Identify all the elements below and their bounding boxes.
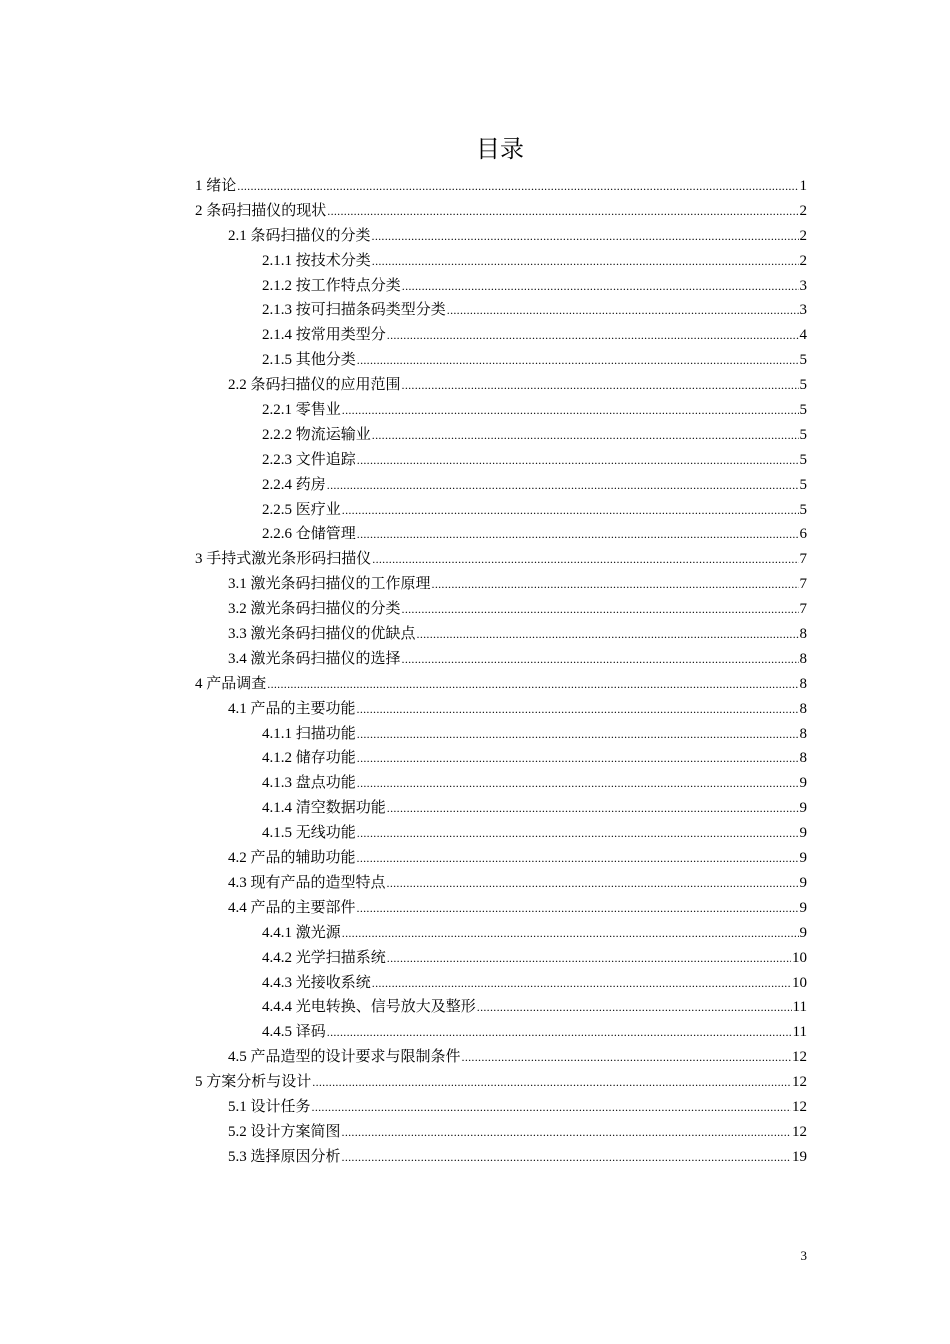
toc-entry[interactable] xyxy=(195,423,807,448)
toc-entry[interactable] xyxy=(195,821,807,846)
toc-leader-dots xyxy=(372,547,798,572)
toc-entry-label: 4.1.4 清空数据功能 xyxy=(262,800,386,817)
toc-entry-page: 1 xyxy=(799,178,807,194)
toc-leader-dots xyxy=(342,1120,791,1145)
toc-leader-dots xyxy=(357,821,799,846)
toc-entry[interactable] xyxy=(195,846,807,871)
toc-entry-page: 10 xyxy=(792,974,807,991)
toc-entry-label: 4 产品调查 xyxy=(195,675,267,692)
toc-entry-page: 10 xyxy=(792,949,807,966)
toc-leader-dots xyxy=(267,672,798,697)
toc-entry-label: 3 手持式激光条形码扫描仪 xyxy=(195,551,372,568)
toc-entry-label: 4.4.2 光学扫描系统 xyxy=(262,949,386,966)
toc-leader-dots xyxy=(417,622,799,647)
toc-entry[interactable] xyxy=(195,971,807,996)
toc-entry-page: 3 xyxy=(799,277,807,294)
toc-entry[interactable] xyxy=(195,323,807,348)
toc-entry-page: 6 xyxy=(799,526,807,543)
toc-leader-dots xyxy=(462,1045,791,1070)
toc-leader-dots xyxy=(372,249,799,274)
toc-leader-dots xyxy=(357,448,799,473)
toc-entry-label: 4.1.3 盘点功能 xyxy=(262,775,356,792)
toc-entry-label: 3.3 激光条码扫描仪的优缺点 xyxy=(228,626,416,643)
toc-entry-page: 9 xyxy=(799,924,807,941)
toc-entry-page: 12 xyxy=(792,1098,807,1115)
toc-entry-page: 8 xyxy=(799,725,807,742)
toc-entry[interactable] xyxy=(195,1095,807,1120)
toc-entry-label: 5 方案分析与设计 xyxy=(195,1074,312,1091)
toc-leader-dots xyxy=(402,597,799,622)
toc-entry[interactable] xyxy=(195,249,807,274)
toc-entry-label: 2.1.2 按工作特点分类 xyxy=(262,277,401,294)
toc-entry-page: 2 xyxy=(799,227,807,244)
toc-entry-page: 5 xyxy=(799,402,807,419)
toc-leader-dots xyxy=(357,522,799,547)
toc-entry-page: 8 xyxy=(799,750,807,767)
toc-entry-label: 2.1.1 按技术分类 xyxy=(262,252,371,269)
toc-leader-dots xyxy=(312,1095,791,1120)
toc-entry-label: 5.3 选择原因分析 xyxy=(228,1148,341,1165)
toc-entry[interactable] xyxy=(195,398,807,423)
toc-entry[interactable] xyxy=(195,1045,807,1070)
toc-entry-label: 2.1.5 其他分类 xyxy=(262,352,356,369)
toc-entry-label: 4.4.5 译码 xyxy=(262,1024,326,1041)
toc-entry-page: 5 xyxy=(799,451,807,468)
toc-entry-label: 2.2.5 医疗业 xyxy=(262,501,341,518)
toc-entry[interactable] xyxy=(195,274,807,299)
toc-leader-dots xyxy=(357,846,799,871)
toc-entry[interactable] xyxy=(195,746,807,771)
toc-entry-label: 4.1 产品的主要功能 xyxy=(228,700,356,717)
toc-entry-page: 5 xyxy=(799,352,807,369)
toc-entry-page: 9 xyxy=(799,899,807,916)
toc-entry[interactable] xyxy=(195,946,807,971)
toc-entry-page: 11 xyxy=(792,1024,807,1041)
toc-entry-label: 3.2 激光条码扫描仪的分类 xyxy=(228,601,401,618)
toc-leader-dots xyxy=(357,348,799,373)
toc-entry-label: 2.2.6 仓储管理 xyxy=(262,526,356,543)
toc-leader-dots xyxy=(402,373,799,398)
toc-entry-label: 4.4.1 激光源 xyxy=(262,924,341,941)
toc-entry-label: 2.1.3 按可扫描条码类型分类 xyxy=(262,302,446,319)
toc-entry[interactable] xyxy=(195,647,807,672)
toc-entry-label: 5.1 设计任务 xyxy=(228,1098,311,1115)
toc-entry-label: 2.2.2 物流运输业 xyxy=(262,426,371,443)
toc-entry-label: 1 绪论 xyxy=(195,178,237,194)
page-title: 目录 xyxy=(476,135,524,163)
toc-leader-dots xyxy=(357,722,799,747)
toc-entry-label: 2.1 条码扫描仪的分类 xyxy=(228,227,371,244)
toc-entry[interactable] xyxy=(195,547,807,572)
toc-entry-label: 2.2.3 文件追踪 xyxy=(262,451,356,468)
toc-entry-page: 2 xyxy=(799,252,807,269)
toc-entry-page: 9 xyxy=(799,850,807,867)
toc-leader-dots xyxy=(432,572,799,597)
toc-entry[interactable] xyxy=(195,298,807,323)
toc-entry-label: 4.1.1 扫描功能 xyxy=(262,725,356,742)
toc-entry-label: 2.2.1 零售业 xyxy=(262,402,341,419)
toc-leader-dots xyxy=(372,971,791,996)
toc-entry-label: 2.2.4 药房 xyxy=(262,476,326,493)
toc-entry-label: 4.1.5 无线功能 xyxy=(262,825,356,842)
toc-entry[interactable] xyxy=(195,473,807,498)
toc-entry[interactable] xyxy=(195,522,807,547)
toc-leader-dots xyxy=(447,298,799,323)
toc-entry-page: 2 xyxy=(799,202,807,219)
toc-entry[interactable] xyxy=(195,174,807,199)
toc-entry[interactable] xyxy=(195,1070,807,1095)
toc-leader-dots xyxy=(402,274,799,299)
toc-entry[interactable] xyxy=(195,921,807,946)
toc-entry[interactable] xyxy=(195,348,807,373)
toc-entry-page: 5 xyxy=(799,501,807,518)
toc-entry-label: 4.4 产品的主要部件 xyxy=(228,899,356,916)
toc-entry-page: 9 xyxy=(799,874,807,891)
toc-entry-page: 12 xyxy=(792,1049,807,1066)
toc-entry-label: 2.2 条码扫描仪的应用范围 xyxy=(228,377,401,394)
toc-entry-label: 5.2 设计方案简图 xyxy=(228,1123,341,1140)
toc-leader-dots xyxy=(327,199,798,224)
toc-leader-dots xyxy=(342,921,799,946)
toc-entry-page: 9 xyxy=(799,800,807,817)
toc-entry-page: 7 xyxy=(799,551,807,568)
toc-entry[interactable] xyxy=(195,771,807,796)
toc-entry[interactable] xyxy=(195,896,807,921)
toc-leader-dots xyxy=(342,398,799,423)
toc-leader-dots xyxy=(327,1020,792,1045)
toc-leader-dots xyxy=(357,746,799,771)
toc-entry[interactable] xyxy=(195,722,807,747)
toc-entry-page: 12 xyxy=(792,1074,807,1091)
toc-entry[interactable] xyxy=(195,672,807,697)
toc-leader-dots xyxy=(387,946,791,971)
toc-entry-page: 19 xyxy=(792,1148,807,1165)
toc-entry[interactable] xyxy=(195,498,807,523)
toc-entry-page: 7 xyxy=(799,601,807,618)
toc-entry-label: 2.1.4 按常用类型分 xyxy=(262,327,386,344)
toc-entry-page: 5 xyxy=(799,476,807,493)
toc-entry-label: 4.3 现有产品的造型特点 xyxy=(228,874,386,891)
toc-entry-label: 3.1 激光条码扫描仪的工作原理 xyxy=(228,576,431,593)
toc-entry[interactable] xyxy=(195,1020,807,1045)
toc-entry[interactable] xyxy=(195,199,807,224)
toc-entry-page: 8 xyxy=(799,650,807,667)
table-of-contents xyxy=(195,174,807,1170)
toc-leader-dots xyxy=(387,871,799,896)
toc-leader-dots xyxy=(327,473,799,498)
toc-entry-page: 8 xyxy=(799,675,807,692)
toc-leader-dots xyxy=(372,423,799,448)
toc-entry-label: 4.5 产品造型的设计要求与限制条件 xyxy=(228,1049,461,1066)
toc-leader-dots xyxy=(342,498,799,523)
toc-entry-page: 7 xyxy=(799,576,807,593)
toc-entry-page: 5 xyxy=(799,426,807,443)
page-number: 3 xyxy=(800,1248,807,1263)
toc-entry-label: 4.4.3 光接收系统 xyxy=(262,974,371,991)
toc-entry-label: 2 条码扫描仪的现状 xyxy=(195,202,327,219)
toc-entry-label: 4.2 产品的辅助功能 xyxy=(228,850,356,867)
toc-leader-dots xyxy=(357,697,799,722)
toc-leader-dots xyxy=(387,323,799,348)
toc-entry-page: 8 xyxy=(799,626,807,643)
toc-leader-dots xyxy=(342,1145,791,1170)
toc-entry[interactable] xyxy=(195,373,807,398)
toc-entry[interactable] xyxy=(195,597,807,622)
toc-entry[interactable] xyxy=(195,995,807,1020)
toc-entry-label: 4.4.4 光电转换、信号放大及整形 xyxy=(262,999,476,1016)
toc-entry[interactable] xyxy=(195,1120,807,1145)
toc-entry-page: 4 xyxy=(799,327,807,344)
toc-entry-page: 11 xyxy=(792,999,807,1016)
toc-entry-page: 8 xyxy=(799,700,807,717)
toc-entry-page: 5 xyxy=(799,377,807,394)
toc-leader-dots xyxy=(357,771,799,796)
toc-entry[interactable] xyxy=(195,697,807,722)
toc-entry-page: 12 xyxy=(792,1123,807,1140)
toc-entry[interactable] xyxy=(195,572,807,597)
toc-leader-dots xyxy=(312,1070,791,1095)
toc-leader-dots xyxy=(357,896,799,921)
toc-entry-page: 3 xyxy=(799,302,807,319)
toc-leader-dots xyxy=(387,796,799,821)
toc-entry-label: 3.4 激光条码扫描仪的选择 xyxy=(228,650,401,667)
toc-leader-dots xyxy=(237,174,798,199)
toc-leader-dots xyxy=(402,647,799,672)
toc-entry[interactable] xyxy=(195,622,807,647)
toc-entry-label: 4.1.2 储存功能 xyxy=(262,750,356,767)
toc-entry[interactable] xyxy=(195,871,807,896)
toc-entry[interactable] xyxy=(195,1145,807,1170)
toc-entry[interactable] xyxy=(195,796,807,821)
toc-leader-dots xyxy=(477,995,792,1020)
toc-entry[interactable] xyxy=(195,224,807,249)
toc-entry[interactable] xyxy=(195,448,807,473)
toc-entry-page: 9 xyxy=(799,825,807,842)
toc-entry-page: 9 xyxy=(799,775,807,792)
toc-leader-dots xyxy=(372,224,799,249)
